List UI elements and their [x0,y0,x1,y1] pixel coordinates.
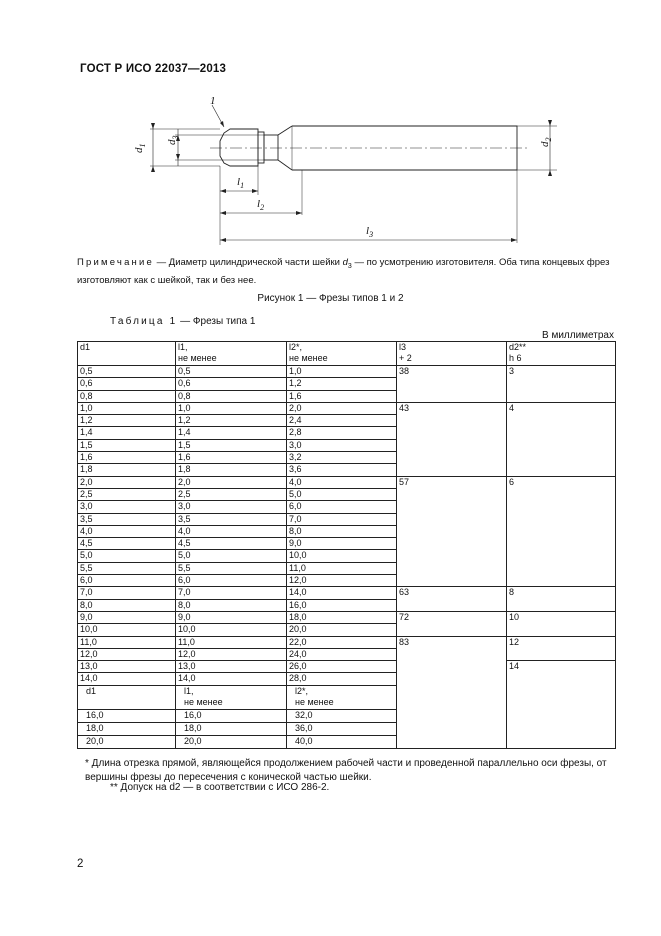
table-row [78,611,616,623]
table-cell: 4,5 [176,538,287,550]
table-row [78,636,616,648]
figure-note: Примечание — Диаметр цилиндрической части шейки $d_3$ — по усмотрению изготовителя. Оба типа концевых фрез изготовляют как с шейкой, так и без нее. [77,257,610,286]
table-row [78,366,616,378]
table-row [78,476,616,488]
table-cell: 2,0 [78,476,176,488]
table-cell: 0,8 [176,390,287,402]
table-cell: 1,2 [78,415,176,427]
table-cell: 1,2 [176,415,287,427]
table-cell: 1,6 [78,452,176,464]
table-cell: 10,0 [176,624,287,636]
table-header-cell: l1, не менее [176,685,287,709]
d2-cell: 14 [507,661,616,749]
table-cell: 2,0 [176,476,287,488]
neck [264,135,278,160]
table-cell: 3,0 [287,439,397,451]
table-cell: 40,0 [287,735,397,748]
callout-1-label: 1 [210,95,216,107]
table-cell: 16,0 [78,709,176,722]
l2-label: $l_2$ [257,198,265,212]
table-cell: 14,0 [287,587,397,599]
table-cell: 11,0 [287,562,397,574]
table-cell: 3,5 [176,513,287,525]
table-cell: 1,4 [78,427,176,439]
table-cell: 0,6 [176,378,287,390]
figure-caption: Рисунок 1 — Фрезы типов 1 и 2 [257,293,404,304]
l3-cell: 63 [397,587,507,612]
table-header-cell: l3 + 2 [397,342,507,366]
document-header: ГОСТ Р ИСО 22037—2013 [80,63,227,75]
table-header-row [78,342,616,366]
table-cell: 20,0 [78,735,176,748]
table-cell: 5,0 [287,488,397,500]
table-cell: 6,0 [176,575,287,587]
table-cell: 3,0 [78,501,176,513]
l3-cell: 83 [397,636,507,748]
table-cell: 2,4 [287,415,397,427]
table-cell: 5,0 [78,550,176,562]
table-header-cell: d2** h 6 [507,342,616,366]
table-header-cell: d1 [78,342,176,366]
table-cell: 12,0 [78,648,176,660]
table-cell: 1,2 [287,378,397,390]
table-cell: 16,0 [287,599,397,611]
table-cell: 12,0 [176,648,287,660]
table-cell: 8,0 [78,599,176,611]
table-cell: 0,5 [176,366,287,378]
d2-cell: 10 [507,611,616,636]
table-cell: 6,0 [287,501,397,513]
table-cell: 5,5 [78,562,176,574]
d2-cell: 12 [507,636,616,661]
table-cell: 1,8 [78,464,176,476]
table-row [78,587,616,599]
d2-cell: 8 [507,587,616,612]
table-cell: 36,0 [287,722,397,735]
table-cell: 1,5 [78,439,176,451]
l3-cell: 43 [397,402,507,476]
page-number: 2 [77,858,84,870]
table-cell: 18,0 [176,722,287,735]
table-cell: 10,0 [78,624,176,636]
table-cell: 2,8 [287,427,397,439]
table-cell: 11,0 [78,636,176,648]
table-cell: 9,0 [176,611,287,623]
table-cell: 3,2 [287,452,397,464]
l3-label: $l_3$ [366,225,374,239]
table-cell: 13,0 [176,661,287,673]
table-row [78,402,616,414]
table-cell: 0,8 [78,390,176,402]
l3-cell: 72 [397,611,507,636]
table-cell: 13,0 [78,661,176,673]
table-cell: 0,6 [78,378,176,390]
table-cell: 5,0 [176,550,287,562]
table-cell: 14,0 [176,673,287,685]
table-header-cell: l1, не менее [176,342,287,366]
table-cell: 28,0 [287,673,397,685]
table-cell: 4,0 [287,476,397,488]
table-cell: 18,0 [78,722,176,735]
footnote-1: * Длина отрезка прямой, являющейся продолжением рабочей части и проведенной параллельно оси фрезы, от вершины фрезы до пересечения с конической частью шейки. [85,758,607,783]
end-mill-drawing [120,95,560,250]
table-cell: 24,0 [287,648,397,660]
table-cell: 1,0 [78,402,176,414]
table-cell: 5,5 [176,562,287,574]
table-cell: 8,0 [176,599,287,611]
table-cell: 1,6 [287,390,397,402]
l1-label: $l_1$ [237,176,245,190]
table-cell: 2,0 [287,402,397,414]
table-cell: 14,0 [78,673,176,685]
table-cell: 1,8 [176,464,287,476]
table-cell: 1,0 [287,366,397,378]
d1-label: $d_1$ [133,143,147,153]
table-cell: 4,0 [176,525,287,537]
l3-cell: 57 [397,476,507,587]
table-cell: 16,0 [176,709,287,722]
table-cell: 1,6 [176,452,287,464]
d2-cell: 4 [507,402,616,476]
table-cell: 7,0 [176,587,287,599]
table-header-cell: l2*, не менее [287,685,397,709]
table-cell: 2,5 [78,488,176,500]
table-cell: 32,0 [287,709,397,722]
table-cell: 7,0 [78,587,176,599]
footnote-2: ** Допуск на d2 — в соответствии с ИСО 286-2. [110,782,330,793]
table-cell: 12,0 [287,575,397,587]
table-header-cell: d1 [78,685,176,709]
table-row [78,661,616,673]
table-cell: 1,0 [176,402,287,414]
table-cell: 9,0 [78,611,176,623]
d2-cell: 6 [507,476,616,587]
table-header-cell: l2*, не менее [287,342,397,366]
table-cell: 3,0 [176,501,287,513]
table-cell: 26,0 [287,661,397,673]
d3-label: $d_3$ [166,135,180,145]
d2-cell: 3 [507,366,616,403]
table-cell: 8,0 [287,525,397,537]
l3-cell: 38 [397,366,507,403]
table-cell: 2,5 [176,488,287,500]
table-cell: 3,5 [78,513,176,525]
table-cell: 18,0 [287,611,397,623]
table-cell: 9,0 [287,538,397,550]
note-label: Примечание [77,257,154,268]
table-cell: 0,5 [78,366,176,378]
shank-ring [258,132,264,163]
d2-label: $d_2$ [539,137,553,147]
table-cell: 22,0 [287,636,397,648]
table-cell: 7,0 [287,513,397,525]
cutters-table [77,341,616,749]
table-cell: 4,0 [78,525,176,537]
table-cell: 10,0 [287,550,397,562]
table-cell: 1,4 [176,427,287,439]
cutting-head-outline [220,129,258,166]
table-cell: 11,0 [176,636,287,648]
units-label: В миллиметрах [542,330,614,341]
table-title: Таблица 1 — Фрезы типа 1 [110,316,256,327]
table-cell: 20,0 [287,624,397,636]
table-cell: 3,6 [287,464,397,476]
table-cell: 20,0 [176,735,287,748]
table-cell: 4,5 [78,538,176,550]
table-cell: 6,0 [78,575,176,587]
table-cell: 1,5 [176,439,287,451]
